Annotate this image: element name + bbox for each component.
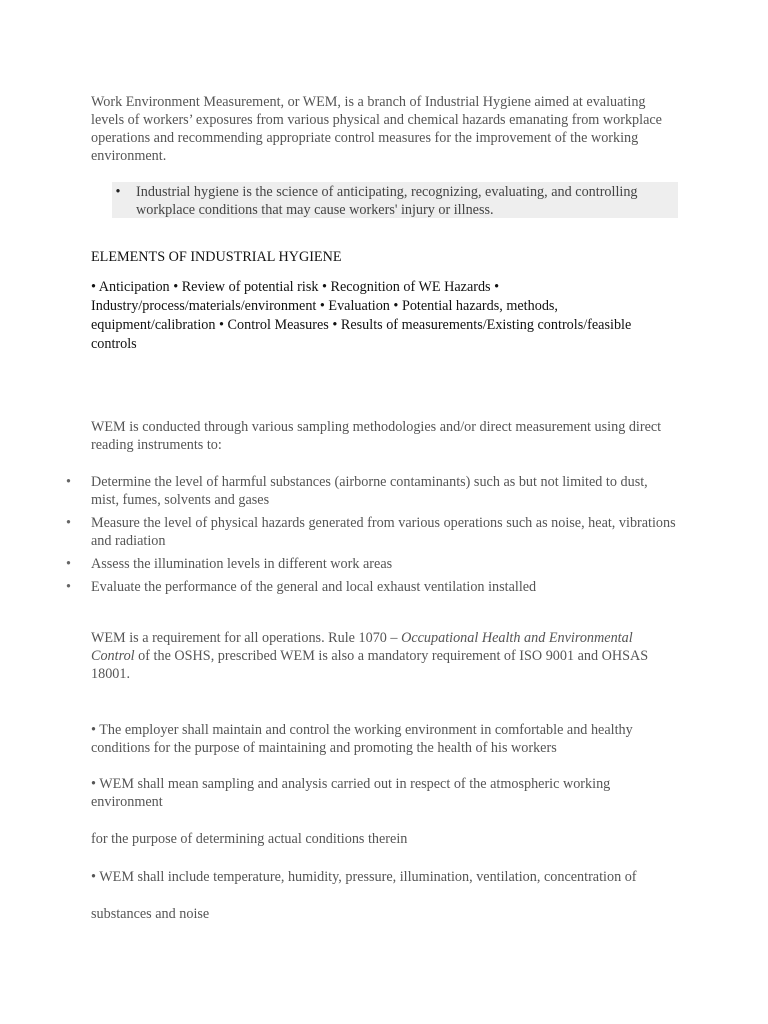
requirement-paragraph: [91, 629, 676, 683]
list-item: [66, 514, 676, 550]
bullet-dot: •: [66, 556, 71, 572]
purpose-paragraph: for the purpose of determining actual conditions therein: [91, 831, 408, 847]
include-paragraph: • WEM shall include temperature, humidity, pressure, illumination, ventilation, concentration of: [91, 869, 637, 885]
highlighted-bullet: [112, 182, 678, 218]
list-item: [66, 555, 676, 573]
bullet-dot: •: [115, 184, 121, 200]
wem-conducted-paragraph: WEM is conducted through various sampling methodologies and/or direct measurement using direct reading instruments to:: [91, 419, 662, 453]
list-item-text: Determine the level of harmful substances (airborne contaminants) such as but not limited to dust, mist, fumes, solvents and gases: [91, 474, 648, 508]
rule-title: Occupational Health and Environmental Control: [91, 630, 633, 664]
substances-paragraph: substances and noise: [91, 906, 210, 922]
employer-paragraph: • The employer shall maintain and control the working environment in comfortable and healthy conditions for the purpose of maintaining and promoting the health of his workers: [91, 722, 633, 756]
list-item-text: Assess the illumination levels in different work areas: [91, 556, 393, 572]
highlighted-bullet-text: Industrial hygiene is the science of anticipating, recognizing, evaluating, and controlling workplace conditions that may cause workers' injury or illness.: [136, 184, 638, 218]
bullet-dot: •: [66, 579, 71, 595]
intro-paragraph: Work Environment Measurement, or WEM, is a branch of Industrial Hygiene aimed at evaluating levels of workers’ exposures from various physical and chemical hazards emanating from workplace operations and recommending appropriate control measures for the improvement of the working environment.: [91, 94, 662, 164]
bullet-dot: •: [66, 515, 71, 531]
list-item-text: Evaluate the performance of the general and local exhaust ventilation installed: [91, 579, 537, 595]
elements-paragraph: • Anticipation • Review of potential risk • Recognition of WE Hazards • Industry/process/materials/environment • Evaluation • Potential hazards, methods, equipment/calibration • Control Measures • Results of measurements/Existing controls/feasible controls: [91, 279, 632, 352]
wem-purpose-list: [66, 473, 676, 601]
list-item: [66, 473, 676, 509]
requirement-text-start: WEM is a requirement for all operations. Rule 1070 –: [91, 630, 402, 646]
bullet-dot: •: [66, 474, 71, 490]
list-item: [66, 578, 676, 596]
elements-heading: ELEMENTS OF INDUSTRIAL HYGIENE: [91, 249, 342, 265]
requirement-text-end: of the OSHS, prescribed WEM is also a mandatory requirement of ISO 9001 and OHSAS 18001.: [91, 648, 649, 682]
list-item-text: Measure the level of physical hazards generated from various operations such as noise, heat, vibrations and radiation: [91, 515, 676, 549]
sampling-paragraph: • WEM shall mean sampling and analysis carried out in respect of the atmospheric working environment: [91, 776, 611, 810]
